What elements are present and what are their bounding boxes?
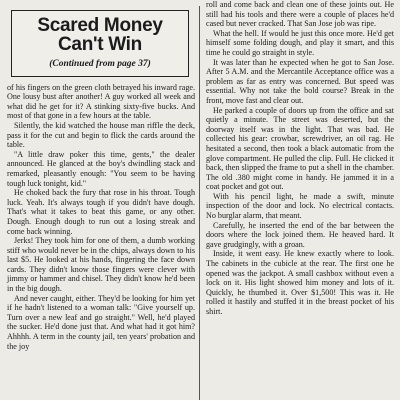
column-divider [199,6,200,400]
paragraph: He choked back the fury that rose in his throat. Tough luck. Yeah. It's always tough if you didn't have dough. That's what it takes to beat this game, or any other. Dough. Enough dough to run out a losing streak and come back winning. [7,188,195,236]
paragraph: of his fingers on the green cloth betrayed his inward rage. One lousy bust after another! A guy worked all week and what did he get for it? A stinking sixty-five bucks. And most of that gone in a few hours at the table. [7,82,195,121]
paragraph: With his pencil light, he made a swift, minute inspection of the door and lock. No electrical contacts. No burglar alarm, that meant. [206,191,394,221]
paragraph: He parked a couple of doors up from the office and sat quietly a minute. The street was deserted, but the doorway itself was in the light. That was bad. He collected his gear: crowbar, screwdriver, an oil rag. He hesitated a second, then took a black automatic from the glove compartment. He pulled the clip. Full. He clicked it back, then slipped the frame to put a shell in the chamber. The old .380 might come in handy. He jammed it in a coat pocket and got out. [206,105,394,192]
article-header-box [11,10,189,77]
left-column [7,0,195,351]
paragraph: Carefully, he inserted the end of the bar between the doors where the lock joined them. He heaved hard. It gave grudgingly, with a groan. [206,220,394,249]
article-title-line-1: Scared Money [37,15,163,36]
paragraph: roll and come back and clean one of these joints out. He still had his tools and there were a couple of places he'd cased but never cracked. That San Jose job was ripe. [206,0,394,29]
paragraph: "A little draw poker this time, gents," the dealer announced. He glanced at the boy's dwindling stack and remarked, pleasantly enough: "You seem to be having tough luck tonight, kid." [7,149,195,188]
paragraph: Jerks! They took him for one of them, a dumb working stiff who would never be in the chips, always down to his last $5. He looked at his hands, fingering the face down cards. They didn't know those fingers were clever with jimmy or hammer and chisel. They didn't know he'd been in the big dough. [7,236,195,294]
paragraph: Silently, the kid watched the house man riffle the deck, pass it for the cut and begin to flick the cards around the table. [7,120,195,150]
right-column [206,0,394,317]
article-title-line-2: Can't Win [58,34,142,55]
paragraph: It was later than he expected when he got to San Jose. After 5 A.M. and the Mercantile Acceptance office was a problem as far as entry was concerned. But speed was essential. Why not take the bold course? Break in the front, move fast and clear out. [206,57,394,105]
article-title [16,16,184,54]
paragraph: And never caught, either. They'd be looking for him yet if he hadn't listened to a woman talk: "Give yourself up. Turn over a new leaf and go straight." Well, he'd played the sucker. He'd done just that. And what had it got him? Ahhhh. A term in the county jail, ten years' probation and the joy [7,293,195,351]
paragraph: Inside, it went easy. He knew exactly where to look. The cabinets in the cubicle at the rear. The first one he opened was the jackpot. A small cashbox without even a lock on it. His light showed him money and lots of it. Quickly, he thumbed it. Over $1,500! This was it. He rolled it hastily and stuffed it in the breast pocket of his shirt. [206,249,394,316]
continued-note: (Continued from page 37) [49,59,151,69]
paragraph: What the hell. If would he just this once more. He'd get himself some folding dough, and play it smart, and this time he could go straight in style. [206,28,394,57]
